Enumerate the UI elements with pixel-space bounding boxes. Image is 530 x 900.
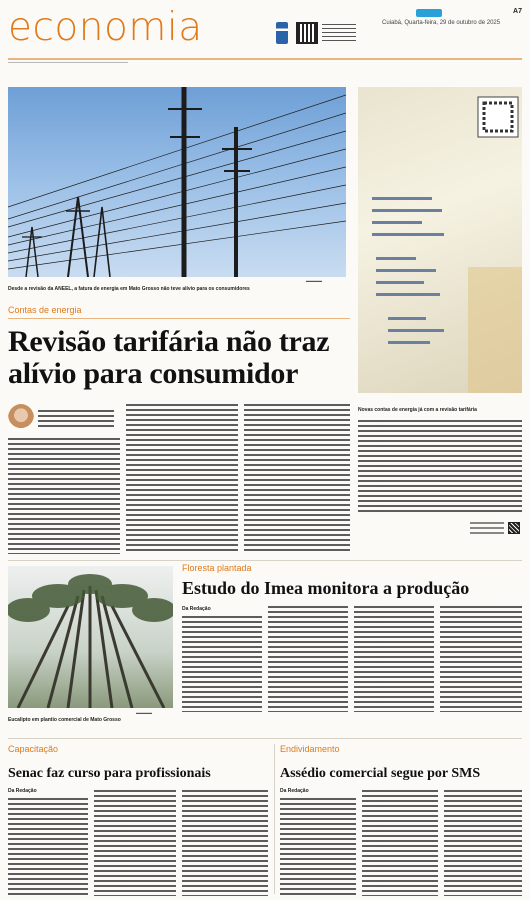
lead-text-col-2 (126, 404, 238, 554)
lead-text-col-3 (244, 404, 350, 554)
second-headline: Estudo do Imea monitora a produção (182, 578, 470, 598)
second-text-col-3 (354, 606, 434, 712)
sponsor-logo-icon (276, 22, 288, 44)
qr-code-small-icon (508, 522, 520, 534)
lead-kicker-rule (8, 318, 350, 319)
bottom-left-col-2 (94, 790, 176, 896)
column-end-credit (470, 522, 504, 536)
header-rule (8, 58, 522, 60)
eucalyptus-photo (8, 566, 173, 708)
header-info (382, 9, 522, 29)
section-masthead: economia (8, 5, 203, 50)
lead-kicker: Contas de energia (8, 305, 82, 315)
bottom-right-col-1 (280, 798, 356, 896)
lead-text-col-4 (358, 420, 522, 512)
column-divider (274, 744, 275, 894)
second-byline: Da Redação (182, 606, 211, 612)
author-avatar (8, 404, 34, 432)
power-lines-photo (8, 87, 346, 277)
bottom-right-byline: Da Redação (280, 788, 309, 794)
section-divider-1 (8, 560, 522, 561)
second-text-col-1 (182, 616, 262, 712)
bottom-right-col-3 (444, 790, 522, 896)
newspaper-logo-icon (416, 9, 442, 17)
energy-bill-photo (358, 87, 522, 393)
sponsor-text (322, 24, 356, 42)
bottom-right-col-2 (362, 790, 438, 896)
lead-headline: Revisão tarifária não traz alívio para consumidor (8, 325, 330, 390)
author-byline (38, 410, 114, 430)
bottom-right-headline: Assédio comercial segue por SMS (280, 766, 481, 781)
bottom-left-col-1 (8, 798, 88, 896)
header-subrule (8, 62, 128, 63)
photo-credit: ▬▬▬▬ (306, 278, 322, 283)
section-divider-2 (8, 738, 522, 739)
bottom-right-kicker: Endividamento (280, 744, 340, 754)
second-text-col-2 (268, 606, 348, 712)
bottom-left-col-3 (182, 790, 268, 896)
page-number: A7 (513, 8, 522, 15)
bottom-left-headline: Senac faz curso para profissionais (8, 766, 211, 781)
power-lines-illustration (8, 87, 346, 277)
edition-date: Cuiabá, Quarta-feira, 29 de outubro de 2025 (382, 20, 501, 26)
bill-illustration (358, 87, 522, 393)
bottom-left-byline: Da Redação (8, 788, 37, 794)
sponsor-block (276, 22, 356, 48)
bottom-left-kicker: Capacitação (8, 744, 59, 754)
qr-code-icon (296, 22, 318, 44)
trees-illustration (8, 566, 173, 708)
lead-photo-caption: Desde a revisão da ANEEL, a fatura de energia em Mato Grosso não teve alívio para os consumidores (8, 286, 250, 292)
trees-photo-caption: Eucalipto em plantio comercial de Mato Grosso (8, 717, 121, 723)
second-text-col-4 (440, 606, 522, 712)
photo-credit-2: ▬▬▬▬ (136, 710, 152, 715)
side-photo-caption: Novas contas de energia já com a revisão tarifária (358, 407, 477, 413)
second-kicker: Floresta plantada (182, 563, 252, 573)
lead-text-col-1 (8, 438, 120, 554)
